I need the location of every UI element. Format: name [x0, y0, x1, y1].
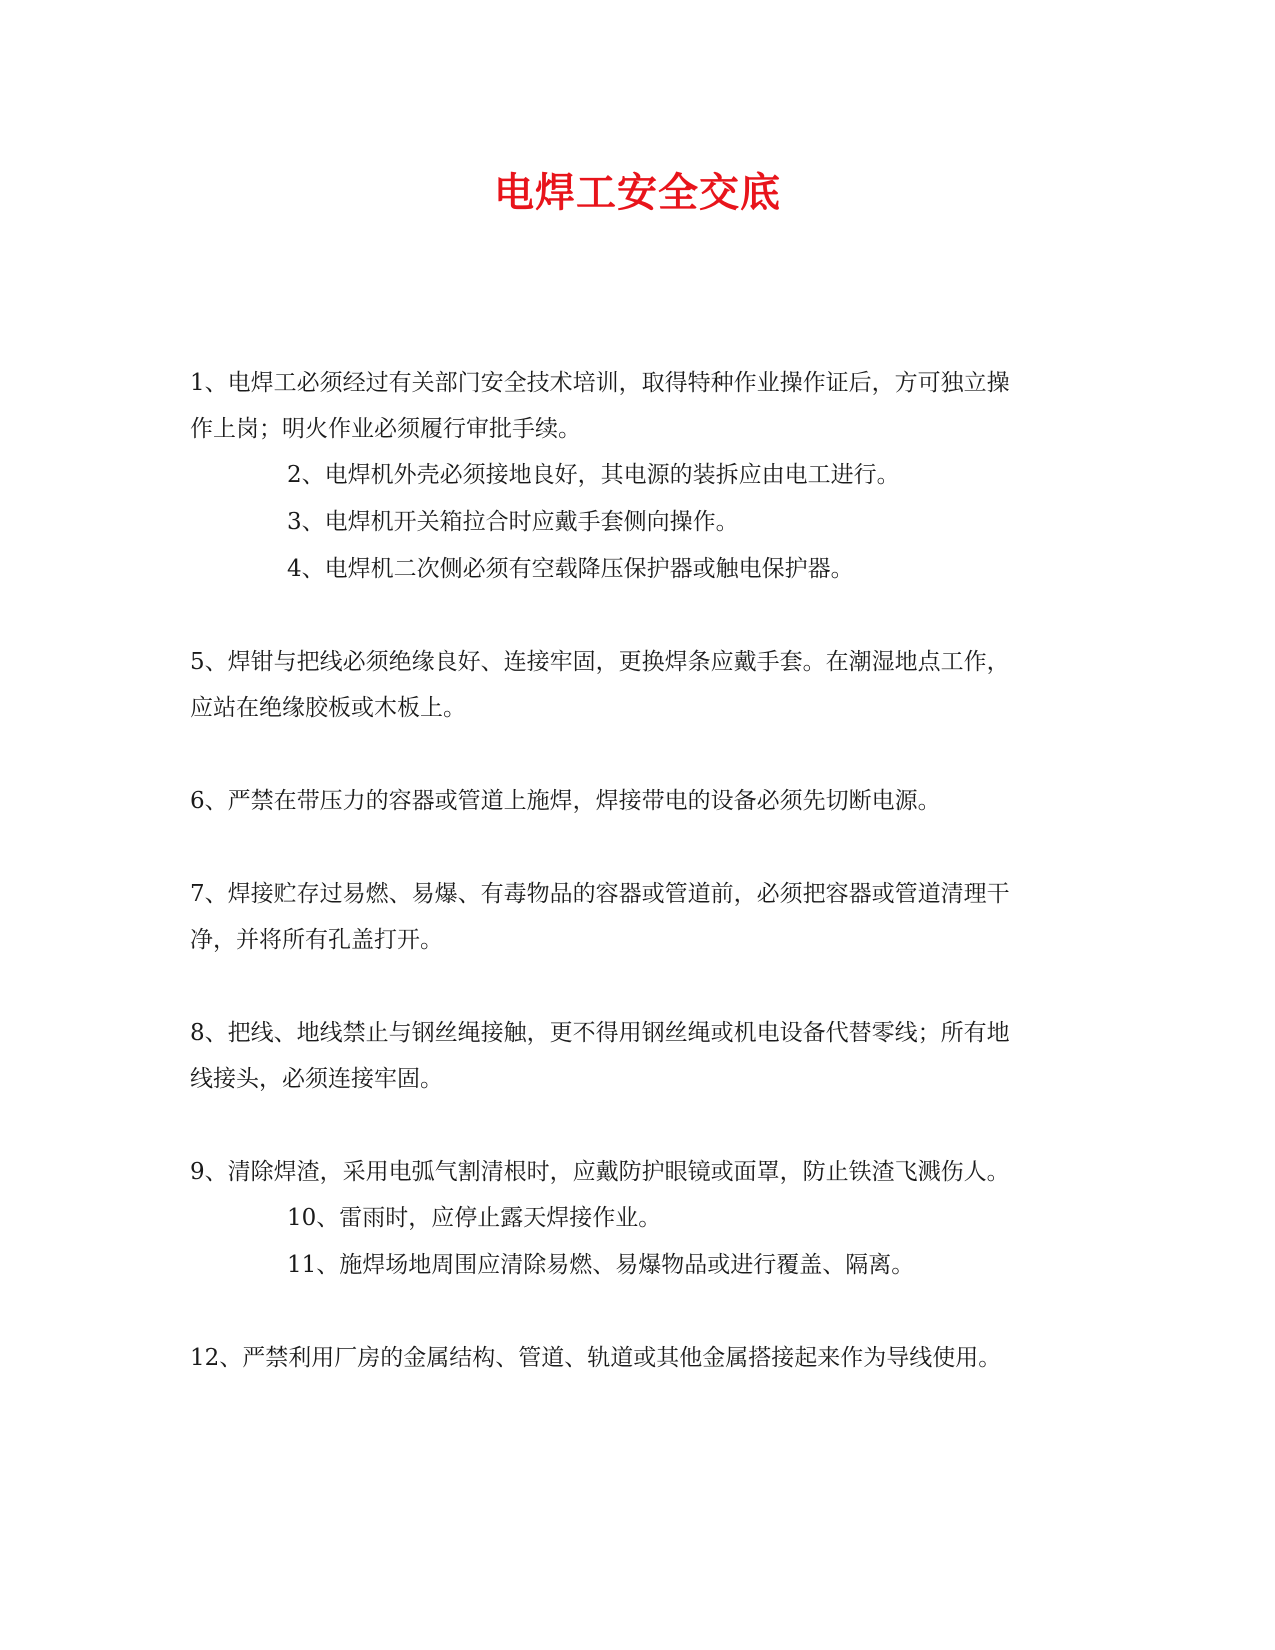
- document-title: 电焊工安全交底: [494, 169, 781, 216]
- paragraph-line: 10、雷雨时，应停止露天焊接作业。: [287, 1205, 662, 1231]
- paragraph-line: 12、严禁利用厂房的金属结构、管道、轨道或其他金属搭接起来作为导线使用。: [190, 1345, 1002, 1371]
- paragraph-line: 11、施焊场地周围应清除易燃、易爆物品或进行覆盖、隔离。: [287, 1252, 915, 1278]
- paragraph-line: 应站在绝缘胶板或木板上。: [190, 695, 466, 721]
- paragraph-line: 8、把线、地线禁止与钢丝绳接触，更不得用钢丝绳或机电设备代替零线；所有地: [190, 1020, 1010, 1046]
- paragraph-line: 作上岗；明火作业必须履行审批手续。: [190, 416, 581, 442]
- paragraph-line: 5、焊钳与把线必须绝缘良好、连接牢固，更换焊条应戴手套。在潮湿地点工作，: [190, 649, 1010, 675]
- paragraph-line: 线接头，必须连接牢固。: [190, 1066, 443, 1092]
- paragraph-line: 净，并将所有孔盖打开。: [190, 927, 443, 953]
- paragraph-line: 9、清除焊渣，采用电弧气割清根时，应戴防护眼镜或面罩，防止铁渣飞溅伤人。: [190, 1159, 1010, 1185]
- paragraph-line: 4、电焊机二次侧必须有空载降压保护器或触电保护器。: [287, 556, 854, 582]
- paragraph-line: 3、电焊机开关箱拉合时应戴手套侧向操作。: [287, 509, 739, 535]
- paragraph-line: 1、电焊工必须经过有关部门安全技术培训，取得特种作业操作证后，方可独立操: [190, 370, 1010, 396]
- paragraph-line: 6、严禁在带压力的容器或管道上施焊，焊接带电的设备必须先切断电源。: [190, 788, 941, 814]
- paragraph-line: 2、电焊机外壳必须接地良好，其电源的装拆应由电工进行。: [287, 462, 900, 488]
- paragraph-line: 7、焊接贮存过易燃、易爆、有毒物品的容器或管道前，必须把容器或管道清理干: [190, 881, 1010, 907]
